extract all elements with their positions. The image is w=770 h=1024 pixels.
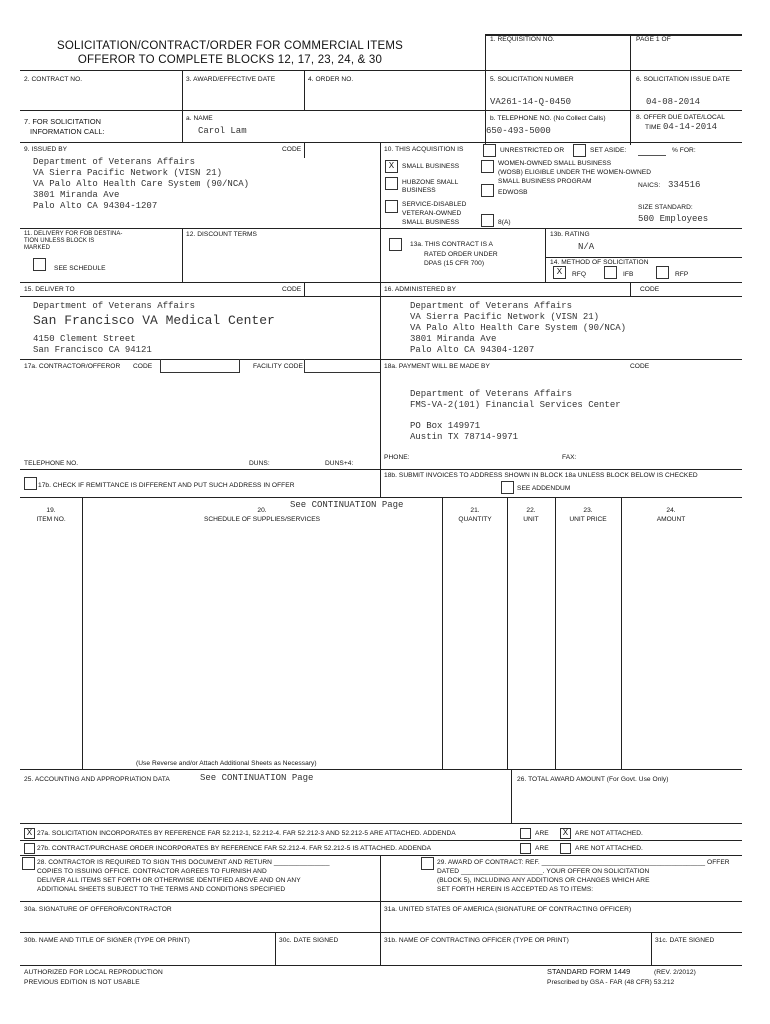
clause-27b-checkbox[interactable] xyxy=(24,843,35,854)
col-item-no-number: 19. xyxy=(46,507,56,514)
issued-by-line: VA Sierra Pacific Network (VISN 21) xyxy=(33,168,223,178)
rated-order-label: 13a. THIS CONTRACT IS A xyxy=(410,241,493,248)
divider xyxy=(380,901,381,965)
row-line xyxy=(20,901,742,902)
sdvosb-checkbox[interactable] xyxy=(385,200,398,213)
col-divider xyxy=(507,497,508,769)
col-quantity-number: 21. xyxy=(470,507,480,514)
payment-line: FMS-VA-2(101) Financial Services Center xyxy=(410,400,621,410)
27a-are-checkbox[interactable] xyxy=(520,828,531,839)
signature-offeror-label: 30a. SIGNATURE OF OFFEROR/CONTRACTOR xyxy=(24,906,172,913)
row-line xyxy=(545,257,742,258)
administered-by-line: VA Sierra Pacific Network (VISN 21) xyxy=(410,312,600,322)
form-title-line2: OFFEROR TO COMPLETE BLOCKS 12, 17, 23, 24, & 30 xyxy=(77,54,383,66)
see-addendum-checkbox[interactable] xyxy=(501,481,514,494)
divider xyxy=(630,34,631,145)
facility-code-field[interactable] xyxy=(304,359,380,373)
rated-order-label-2: RATED ORDER UNDER xyxy=(424,251,498,258)
row-line xyxy=(20,228,742,229)
solicitation-number-label: 5. SOLICITATION NUMBER xyxy=(490,76,574,83)
block-29-text: 29. AWARD OF CONTRACT: REF. ____________________________________________ OFFER xyxy=(437,859,730,866)
footer-prescribed: Prescribed by GSA - FAR (48 CFR) 53.212 xyxy=(547,979,675,986)
col-divider xyxy=(555,497,556,769)
row-line xyxy=(20,282,742,283)
signature-co-label: 31a. UNITED STATES OF AMERICA (SIGNATURE OF CONTRACTING OFFICER) xyxy=(384,906,632,913)
rfq-label: RFQ xyxy=(572,271,587,278)
payment-line: Austin TX 78714-9971 xyxy=(410,432,519,442)
see-schedule-label: SEE SCHEDULE xyxy=(54,265,106,272)
deliver-to-line: San Francisco CA 94121 xyxy=(33,345,152,355)
divider xyxy=(182,228,183,282)
block-29-text: (BLOCK 5), INCLUDING ANY ADDITIONS OR CHANGES WHICH ARE xyxy=(437,877,650,884)
schedule-continuation: See CONTINUATION Page xyxy=(290,500,404,510)
phone-label: PHONE: xyxy=(384,454,410,461)
col-supplies: SCHEDULE OF SUPPLIES/SERVICES xyxy=(203,516,321,523)
col-quantity: QUANTITY xyxy=(458,516,492,523)
row-line xyxy=(20,932,742,933)
col-divider xyxy=(621,497,622,769)
requisition-label: 1. REQUISITION NO. xyxy=(490,36,555,43)
27a-are-not-label: ARE NOT ATTACHED. xyxy=(575,830,643,837)
ifb-label: IFB xyxy=(623,271,634,278)
divider xyxy=(304,142,305,158)
rfp-label: RFP xyxy=(675,271,689,278)
co-date-label: 31c. DATE SIGNED xyxy=(655,937,715,944)
divider xyxy=(380,359,381,497)
form-title-line1: SOLICITATION/CONTRACT/ORDER FOR COMMERCIAL ITEMS xyxy=(56,40,404,52)
row-line xyxy=(20,965,742,966)
sdvosb-label: SERVICE-DISABLED xyxy=(402,201,467,208)
eight-a-label: 8(A) xyxy=(498,219,511,226)
divider xyxy=(545,228,546,282)
wosb-label-2: (WOSB) ELIGIBLE UNDER THE WOMEN-OWNED xyxy=(498,169,652,176)
rating-field[interactable]: N/A xyxy=(578,242,595,252)
accounting-value: See CONTINUATION Page xyxy=(200,773,314,783)
issued-by-line: Palo Alto CA 94304-1207 xyxy=(33,201,158,211)
schedule-footnote: (Use Reverse and/or Attach Additional Sheets as Necessary) xyxy=(136,760,317,767)
hubzone-label-2: BUSINESS xyxy=(402,187,436,194)
administered-by-label: 16. ADMINISTERED BY xyxy=(384,286,457,293)
naics-field[interactable]: 334516 xyxy=(668,180,701,190)
see-addendum-label: SEE ADDENDUM xyxy=(517,485,571,492)
divider xyxy=(304,70,305,110)
rating-label: 13b. RATING xyxy=(550,231,590,238)
contractor-code-field[interactable] xyxy=(160,359,240,373)
award-date-label: 3. AWARD/EFFECTIVE DATE xyxy=(186,76,276,83)
info-call-label-2: INFORMATION CALL: xyxy=(30,127,105,136)
set-aside-label: SET ASIDE: xyxy=(590,147,627,154)
contractor-label: 17a. CONTRACTOR/OFFEROR xyxy=(24,363,121,370)
sdvosb-label-2: VETERAN-OWNED xyxy=(402,210,462,217)
ifb-checkbox[interactable] xyxy=(604,266,617,279)
total-award-label: 26. TOTAL AWARD AMOUNT (For Govt. Use Only) xyxy=(517,776,669,783)
clause-27a-checkbox[interactable]: X xyxy=(24,828,35,839)
rfp-checkbox[interactable] xyxy=(656,266,669,279)
block-28-text: ADDITIONAL SHEETS SUBJECT TO THE TERMS AND CONDITIONS SPECIFIED xyxy=(37,886,286,893)
rated-order-label-3: DPAS (15 CFR 700) xyxy=(424,260,485,267)
row-line xyxy=(20,497,742,498)
size-standard-field[interactable]: 500 Employees xyxy=(638,214,709,224)
duns4-label: DUNS+4: xyxy=(325,460,354,467)
payment-code-label: CODE xyxy=(630,363,650,370)
administered-by-line: Department of Veterans Affairs xyxy=(410,301,573,311)
row-line xyxy=(20,840,742,841)
wosb-label: WOMEN-OWNED SMALL BUSINESS xyxy=(498,160,612,167)
see-schedule-checkbox[interactable] xyxy=(33,258,46,271)
administered-by-line: VA Palo Alto Health Care System (90/NCA) xyxy=(410,323,627,333)
telephone-label: b. TELEPHONE NO. (No Collect Calls) xyxy=(490,115,606,122)
fob-label-2: TION UNLESS BLOCK IS xyxy=(24,238,95,244)
duns-label: DUNS: xyxy=(249,460,270,467)
order-no-label: 4. ORDER NO. xyxy=(308,76,354,83)
payment-line: Department of Veterans Affairs xyxy=(410,389,573,399)
offer-due-date-field[interactable]: 04-14-2014 xyxy=(663,122,718,132)
row-line xyxy=(20,769,742,770)
info-call-label: 7. FOR SOLICITATION xyxy=(24,117,102,126)
footer-revision: (REV. 2/2012) xyxy=(654,969,696,976)
deliver-to-line: San Francisco VA Medical Center xyxy=(33,313,275,328)
divider xyxy=(275,932,276,965)
unrestricted-label: UNRESTRICTED OR xyxy=(500,147,565,154)
col-amount: AMOUNT xyxy=(656,516,686,523)
col-amount-number: 24. xyxy=(666,507,676,514)
col-divider xyxy=(82,497,83,769)
acquisition-label: 10. THIS ACQUISITION IS xyxy=(384,146,464,153)
clause-27a-label: 27a. SOLICITATION INCORPORATES BY REFERENCE FAR 52.212-1, 52.212-4. FAR 52.212-3 AND 52.212-5 ARE ATTACHED. ADDENDA xyxy=(37,830,456,837)
issue-date-field[interactable]: 04-08-2014 xyxy=(646,97,701,107)
divider xyxy=(304,282,305,296)
telephone-field[interactable]: 650-493-5000 xyxy=(486,126,551,136)
wosb-checkbox[interactable] xyxy=(481,160,494,173)
offer-due-label: 8. OFFER DUE DATE/LOCAL xyxy=(636,114,725,121)
page-label: PAGE 1 OF xyxy=(636,36,671,43)
issue-date-label: 6. SOLICITATION ISSUE DATE xyxy=(636,76,730,83)
divider xyxy=(651,932,652,965)
block-28-text: DELIVER ALL ITEMS SET FORTH OR OTHERWISE IDENTIFIED ABOVE AND ON ANY xyxy=(37,877,301,884)
deliver-to-code-label: CODE xyxy=(282,286,302,293)
telephone-no-label: TELEPHONE NO. xyxy=(24,460,79,467)
divider xyxy=(182,110,183,142)
divider xyxy=(630,282,631,296)
divider xyxy=(380,855,381,901)
sdvosb-label-3: SMALL BUSINESS xyxy=(402,219,460,226)
block-29-text: DATED ______________________. YOUR OFFER ON SOLICITATION xyxy=(437,868,650,875)
edwosb-label: EDWOSB xyxy=(498,189,528,196)
issued-by-label: 9. ISSUED BY xyxy=(24,146,68,153)
small-business-checkbox[interactable]: X xyxy=(385,160,398,173)
27a-are-label: ARE xyxy=(535,830,549,837)
row-line xyxy=(20,70,742,71)
col-divider xyxy=(442,497,443,769)
deliver-to-label: 15. DELIVER TO xyxy=(24,286,75,293)
offer-due-time-label: TIME xyxy=(645,124,661,131)
clause-27b-label: 27b. CONTRACT/PURCHASE ORDER INCORPORATES BY REFERENCE FAR 52.212-4. FAR 52.212-5 IS ATTACHED. ADDENDA xyxy=(37,845,432,852)
block-29-checkbox[interactable] xyxy=(421,857,434,870)
27b-are-not-checkbox[interactable] xyxy=(560,843,571,854)
footer-form-name: STANDARD FORM 1449 xyxy=(547,967,631,976)
divider xyxy=(380,142,381,359)
fob-label: 11. DELIVERY FOR FOB DESTINA- xyxy=(24,231,123,237)
method-label: 14. METHOD OF SOLICITATION xyxy=(550,259,649,266)
row-line xyxy=(20,855,742,856)
row-line xyxy=(380,469,742,470)
size-standard-label: SIZE STANDARD: xyxy=(638,204,693,211)
col-item-no: ITEM NO. xyxy=(36,516,66,523)
issued-by-line: Department of Veterans Affairs xyxy=(33,157,196,167)
col-unit-number: 22. xyxy=(526,507,536,514)
footer-edition: PREVIOUS EDITION IS NOT USABLE xyxy=(24,979,140,986)
signer-name-label: 30b. NAME AND TITLE OF SIGNER (TYPE OR PRINT) xyxy=(24,937,190,944)
row-line xyxy=(20,142,742,143)
discount-terms-label: 12. DISCOUNT TERMS xyxy=(186,231,258,238)
administered-by-line: Palo Alto CA 94304-1207 xyxy=(410,345,535,355)
rfq-checkbox[interactable]: X xyxy=(553,266,566,279)
block-29-text: SET FORTH HEREIN IS ACCEPTED AS TO ITEMS: xyxy=(437,886,594,893)
facility-code-label: FACILITY CODE xyxy=(253,363,303,370)
row-line xyxy=(20,359,742,360)
27b-are-checkbox[interactable] xyxy=(520,843,531,854)
27b-are-label: ARE xyxy=(535,845,549,852)
fob-label-3: MARKED xyxy=(24,245,50,251)
rated-order-checkbox[interactable] xyxy=(389,238,402,251)
remittance-label: 17b. CHECK IF REMITTANCE IS DIFFERENT AND PUT SUCH ADDRESS IN OFFER xyxy=(38,482,295,489)
accounting-label: 25. ACCOUNTING AND APPROPRIATION DATA xyxy=(24,776,170,783)
issued-by-code-label: CODE xyxy=(282,146,302,153)
submit-invoices-label: 18b. SUBMIT INVOICES TO ADDRESS SHOWN IN BLOCK 18a UNLESS BLOCK BELOW IS CHECKED xyxy=(384,472,698,479)
edwosb-checkbox[interactable] xyxy=(481,184,494,197)
naics-label: NAICS: xyxy=(638,182,661,189)
unrestricted-checkbox[interactable] xyxy=(483,144,496,157)
deliver-to-line: 4150 Clement Street xyxy=(33,334,136,344)
remittance-checkbox[interactable] xyxy=(24,477,37,490)
footer-reproduction: AUTHORIZED FOR LOCAL REPRODUCTION xyxy=(24,969,163,976)
hubzone-checkbox[interactable] xyxy=(385,177,398,190)
percent-blank[interactable] xyxy=(638,155,666,156)
row-line xyxy=(20,296,742,297)
col-unit-price-number: 23. xyxy=(583,507,593,514)
deliver-to-line: Department of Veterans Affairs xyxy=(33,301,196,311)
contact-name-field[interactable]: Carol Lam xyxy=(198,126,247,136)
co-name-label: 31b. NAME OF CONTRACTING OFFICER (TYPE OR PRINT) xyxy=(384,937,569,944)
contractor-code-label: CODE xyxy=(133,363,153,370)
block-28-checkbox[interactable] xyxy=(22,857,35,870)
contract-no-label: 2. CONTRACT NO. xyxy=(24,76,83,83)
row-line xyxy=(20,823,742,824)
small-business-label: SMALL BUSINESS xyxy=(402,163,460,170)
col-unit: UNIT xyxy=(523,516,539,523)
row-line xyxy=(20,110,742,111)
administered-by-code-label: CODE xyxy=(640,286,660,293)
block-28-text: 28. CONTRACTOR IS REQUIRED TO SIGN THIS DOCUMENT AND RETURN _______________ xyxy=(37,859,330,866)
payment-label: 18a. PAYMENT WILL BE MADE BY xyxy=(384,363,490,370)
signer-date-label: 30c. DATE SIGNED xyxy=(279,937,339,944)
issued-by-line: VA Palo Alto Health Care System (90/NCA) xyxy=(33,179,250,189)
percent-for-label: % FOR: xyxy=(672,147,696,154)
row-line xyxy=(20,469,380,470)
issued-by-line: 3801 Miranda Ave xyxy=(33,190,120,200)
payment-line: PO Box 149971 xyxy=(410,421,481,431)
solicitation-number-field[interactable]: VA261-14-Q-0450 xyxy=(490,97,572,107)
divider xyxy=(182,70,183,110)
eight-a-checkbox[interactable] xyxy=(481,214,494,227)
wosb-label-3: SMALL BUSINESS PROGRAM xyxy=(498,178,592,185)
divider xyxy=(511,769,512,823)
27b-are-not-label: ARE NOT ATTACHED. xyxy=(575,845,643,852)
name-label: a. NAME xyxy=(186,115,213,122)
col-unit-price: UNIT PRICE xyxy=(569,516,607,523)
hubzone-label: HUBZONE SMALL xyxy=(402,179,459,186)
col-supplies-number: 20. xyxy=(257,507,267,514)
set-aside-checkbox[interactable] xyxy=(573,144,586,157)
block-28-text: COPIES TO ISSUING OFFICE. CONTRACTOR AGREES TO FURNISH AND xyxy=(37,868,267,875)
27a-are-not-checkbox[interactable]: X xyxy=(560,828,571,839)
fax-label: FAX: xyxy=(562,454,577,461)
administered-by-line: 3801 Miranda Ave xyxy=(410,334,497,344)
